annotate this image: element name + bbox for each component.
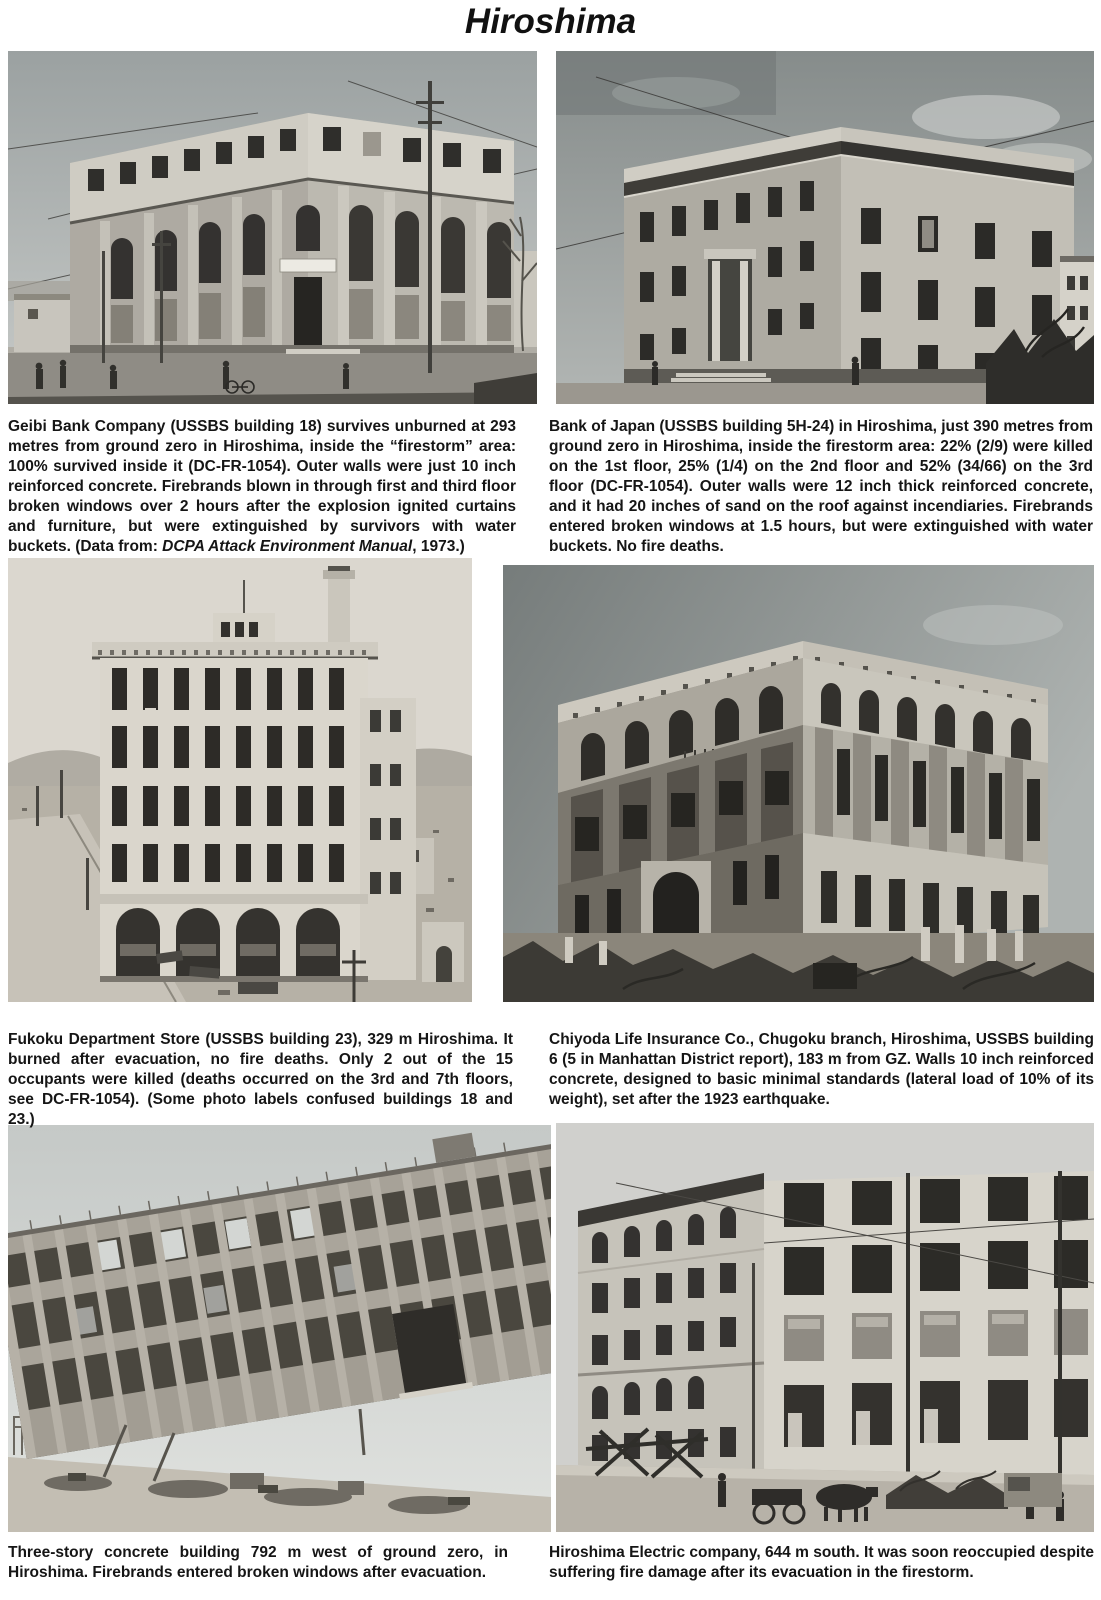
caption-chiyoda xyxy=(549,1030,1094,1110)
caption-electric-text: Hiroshima Electric company, 644 m south. It was soon reoccupied despite suffering fire damage after its evacuation in the firestorm. xyxy=(549,1544,1094,1581)
caption-electric xyxy=(549,1543,1094,1583)
page-title: Hiroshima xyxy=(464,2,637,41)
caption-bank-of-japan xyxy=(549,417,1093,557)
geibi-bank-photo-illustration xyxy=(8,51,537,404)
caption-geibi-bank xyxy=(8,417,516,557)
photo-bank-of-japan xyxy=(556,51,1094,404)
bank-of-japan-photo-illustration xyxy=(556,51,1094,404)
caption-geibi-text: Geibi Bank Company (USSBS building 18) survives unburned at 293 metres from ground zero in Hiroshima, inside the “firestorm” area: 100% survived inside it (DC-FR-1054). Outer walls were just 10 inch reinforced concrete. Firebrands blown in through first and third floor broken windows over 2 hours after the explosion ignited curtains and furniture, but were extinguished by survivors with water buckets. (Data from: xyxy=(8,418,516,555)
photo-three-story-building xyxy=(8,1125,551,1532)
caption-three-story xyxy=(8,1543,508,1583)
hiroshima-electric-photo-illustration xyxy=(556,1123,1094,1532)
photo-chiyoda-life-insurance xyxy=(503,565,1094,1002)
caption-chiyoda-text: Chiyoda Life Insurance Co., Chugoku branch, Hiroshima, USSBS building 6 (5 in Manhattan District report), 183 m from GZ. Walls 10 inch reinforced concrete, designed to basic minimal standards (lateral load of 10% of its weight), set after the 1923 earthquake. xyxy=(549,1031,1094,1108)
chiyoda-life-photo-illustration xyxy=(503,565,1094,1002)
caption-geibi-tail: , 1973.) xyxy=(412,538,465,555)
caption-bank-of-japan-text: Bank of Japan (USSBS building 5H-24) in Hiroshima, just 390 metres from ground zero in Hiroshima, inside the firestorm area: 22% (2/9) were killed on the 1st floor, 25% (1/4) on the 2nd floor and 52% (34/66) on the 3rd floor (DC-FR-1054). Outer walls were 12 inch thick reinforced concrete, and it had 20 inches of sand on the roof against incendiaries. Firebrands entered broken windows at 1.5 hours, but were extinguished with water buckets. No fire deaths. xyxy=(549,418,1093,555)
three-story-building-photo-illustration xyxy=(8,1125,551,1532)
photo-geibi-bank xyxy=(8,51,537,404)
caption-fukoku-text: Fukoku Department Store (USSBS building 23), 329 m Hiroshima. It burned after evacuation, no fire deaths. Only 2 out of the 15 occupants were killed (deaths occurred on the 3rd and 7th floors, see DC-FR-1054). (Some photo labels confused buildings 18 and 23.) xyxy=(8,1031,513,1128)
fukoku-store-photo-illustration xyxy=(8,558,472,1002)
photo-fukoku-department-store xyxy=(8,558,472,1002)
photo-hiroshima-electric xyxy=(556,1123,1094,1532)
caption-geibi-source: DCPA Attack Environment Manual xyxy=(162,538,413,555)
caption-three-story-text: Three-story concrete building 792 m west of ground zero, in Hiroshima. Firebrands entered broken windows after evacuation. xyxy=(8,1544,508,1581)
caption-fukoku xyxy=(8,1030,513,1130)
